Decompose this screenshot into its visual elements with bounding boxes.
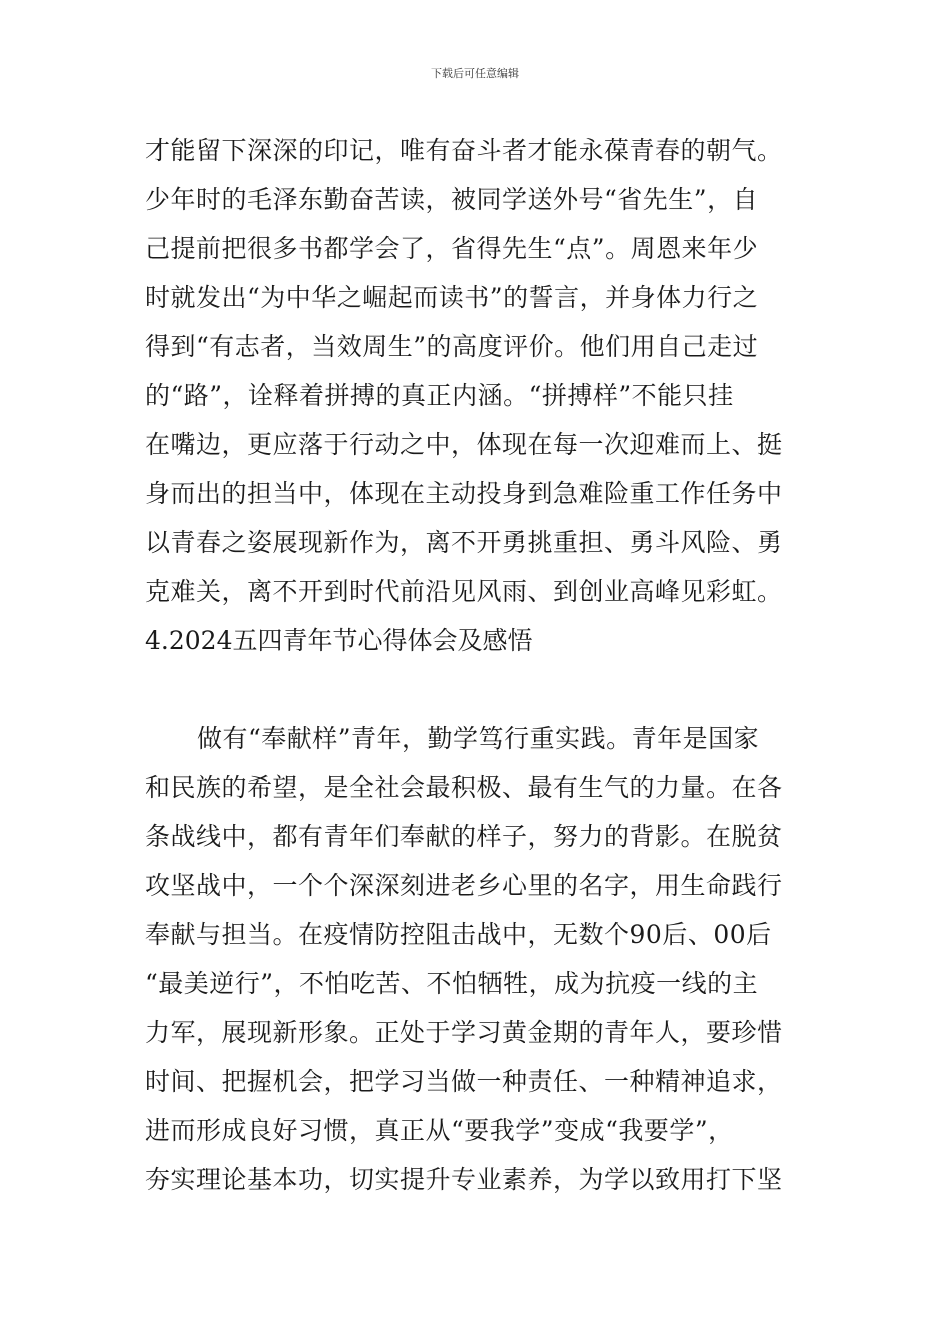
- text-line: 的“路”，诠释着拼搏的真正内涵。“拼搏样”不能只挂: [145, 381, 734, 410]
- spacer: [145, 665, 810, 714]
- section-heading: 4.2024五四青年节心得体会及感悟: [145, 626, 533, 655]
- text-line: 攻坚战中，一个个深深刻进老乡心里的名字，用生命践行: [145, 871, 783, 900]
- text-line: 时间、把握机会，把学习当做一种责任、一种精神追求，: [145, 1067, 783, 1096]
- text-line: 在嘴边，更应落于行动之中，体现在每一次迎难而上、挺: [145, 430, 783, 459]
- text-line: 以青春之姿展现新作为，离不开勇挑重担、勇斗风险、勇: [145, 528, 783, 557]
- text-line: 夯实理论基本功，切实提升专业素养，为学以致用打下坚: [145, 1165, 783, 1194]
- text-line: 条战线中，都有青年们奉献的样子，努力的背影。在脱贫: [145, 822, 783, 851]
- text-line: 克难关，离不开到时代前沿见风雨、到创业高峰见彩虹。: [145, 577, 783, 606]
- paragraph-continued: [145, 126, 810, 616]
- document-body: [145, 126, 810, 1204]
- text-line: 得到“有志者，当效周生”的高度评价。他们用自己走过: [145, 332, 759, 361]
- text-line: 少年时的毛泽东勤奋苦读，被同学送外号“省先生”，自: [145, 185, 759, 214]
- paragraph-dedication: [145, 714, 810, 1204]
- text-line: 己提前把很多书都学会了，省得先生“点”。周恩来年少: [145, 234, 759, 263]
- text-line: “最美逆行”，不怕吃苦、不怕牺牲，成为抗疫一线的主: [145, 969, 759, 998]
- text-line: 才能留下深深的印记，唯有奋斗者才能永葆青春的朝气。: [145, 136, 783, 165]
- text-line: 力军，展现新形象。正处于学习黄金期的青年人，要珍惜: [145, 1018, 783, 1047]
- text-line: 身而出的担当中，体现在主动投身到急难险重工作任务中: [145, 479, 783, 508]
- text-line: 时就发出“为中华之崛起而读书”的誓言，并身体力行之: [145, 283, 759, 312]
- text-line: 奉献与担当。在疫情防控阻击战中，无数个90后、00后: [145, 920, 772, 949]
- text-line: 和民族的希望，是全社会最积极、最有生气的力量。在各: [145, 773, 783, 802]
- page-header-note: 下载后可任意编辑: [431, 67, 519, 80]
- text-line: 做有“奉献样”青年，勤学笃行重实践。青年是国家: [197, 724, 760, 753]
- text-line: 进而形成良好习惯，真正从“要我学”变成“我要学”，: [145, 1116, 734, 1145]
